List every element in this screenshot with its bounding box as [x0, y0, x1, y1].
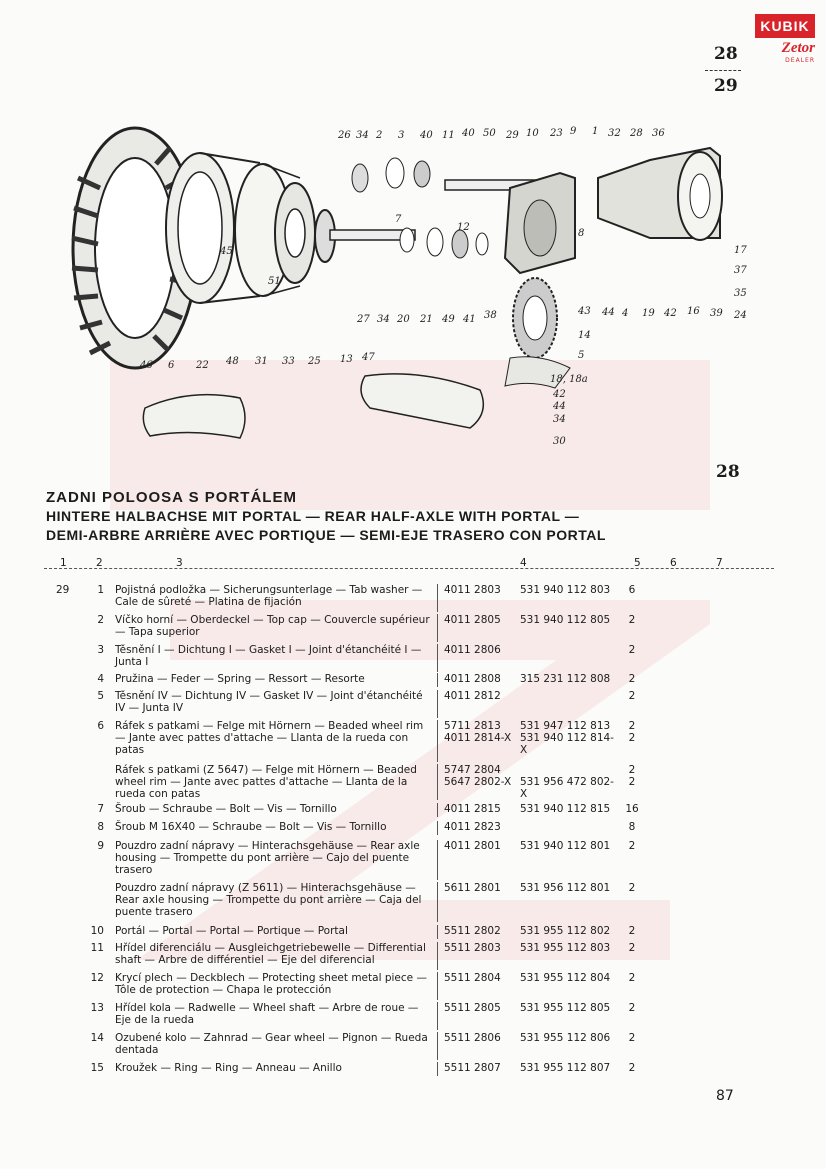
col-header-4: 4 — [520, 557, 527, 569]
svg-text:28: 28 — [630, 128, 643, 139]
row-part-number: 5511 2807 — [444, 1062, 501, 1074]
row-position: 15 — [90, 1062, 104, 1074]
svg-text:16: 16 — [687, 306, 700, 317]
row-separator-line — [437, 803, 438, 817]
row-description: Hřídel diferenciálu — Ausgleichgetriebewelle — Differential shaft — Arbre de différentiel — Eje del diferencial — [115, 942, 426, 966]
svg-text:31: 31 — [255, 356, 268, 367]
svg-text:10: 10 — [526, 128, 539, 139]
row-quantity: 2 — [628, 925, 636, 937]
svg-text:37: 37 — [734, 265, 747, 276]
row-part-number: 4011 2808 — [444, 673, 501, 685]
svg-text:25: 25 — [308, 356, 321, 367]
row-description: Pouzdro zadní nápravy (Z 5611) — Hinterachsgehäuse — Rear axle housing — Trompette du pont arrière — Caja del puente trasero — [115, 882, 422, 918]
row-description: Šroub — Schraube — Bolt — Vis — Tornillo — [115, 803, 337, 815]
row-quantity: 2 — [628, 673, 636, 685]
exploded-axle-diagram — [50, 118, 750, 458]
svg-text:51: 51 — [268, 276, 281, 287]
svg-text:38: 38 — [484, 310, 497, 321]
svg-text:8: 8 — [578, 228, 585, 239]
row-separator-line — [437, 690, 438, 718]
row-catalog-number: 531 955 112 804 — [520, 972, 611, 984]
row-quantity: 2 — [628, 882, 636, 894]
page-ref-top: 28 — [714, 44, 738, 64]
row-part-number: 5711 2813 4011 2814-X — [444, 720, 512, 744]
row-description: Krycí plech — Deckblech — Protecting sheet metal piece — Tôle de protection — Chapa le protección — [115, 972, 427, 996]
row-quantity: 2 — [628, 972, 636, 984]
section-titles — [46, 488, 606, 545]
row-quantity: 16 — [625, 803, 639, 815]
title-french-spanish: DEMI-ARBRE ARRIÈRE AVEC PORTIQUE — SEMI-EJE TRASERO CON PORTAL — [46, 527, 606, 543]
svg-text:4: 4 — [622, 308, 629, 319]
row-quantity: 2 — [628, 1032, 636, 1044]
row-part-number: 4011 2805 — [444, 614, 501, 626]
svg-text:35: 35 — [734, 288, 747, 299]
svg-text:40: 40 — [462, 128, 475, 139]
row-catalog-number: 531 955 112 805 — [520, 1002, 611, 1014]
svg-text:19: 19 — [642, 308, 655, 319]
svg-text:44: 44 — [602, 307, 615, 318]
row-separator-line — [437, 1062, 438, 1076]
row-description: Kroužek — Ring — Ring — Anneau — Anillo — [115, 1062, 342, 1074]
col-header-6: 6 — [670, 557, 677, 569]
row-description: Pojistná podložka — Sicherungsunterlage — Tab washer — Cale de sûreté — Platina de fijación — [115, 584, 423, 608]
row-separator-line — [437, 972, 438, 1000]
row-position: 2 — [97, 614, 104, 626]
svg-text:26: 26 — [338, 130, 351, 141]
row-position: 5 — [97, 690, 104, 702]
svg-text:17: 17 — [734, 245, 747, 256]
row-description: Těsnění IV — Dichtung IV — Gasket IV — Joint d'étanchéité IV — Junta IV — [115, 690, 423, 714]
svg-text:27: 27 — [357, 314, 370, 325]
col-header-7: 7 — [716, 557, 723, 569]
page-number: 87 — [716, 1088, 734, 1104]
row-catalog-number: 531 956 112 801 — [520, 882, 611, 894]
row-catalog-number: 531 955 112 807 — [520, 1062, 611, 1074]
svg-text:41: 41 — [463, 314, 476, 325]
row-part-number: 4011 2806 — [444, 644, 501, 656]
row-description: Pouzdro zadní nápravy — Hinterachsgehäuse — Rear axle housing — Trompette du pont arrière — Cajo del puente trasero — [115, 840, 420, 876]
svg-text:2: 2 — [376, 130, 383, 141]
svg-text:36: 36 — [652, 128, 665, 139]
row-separator-line — [437, 1032, 438, 1060]
row-catalog-number: 531 940 112 803 — [520, 584, 611, 596]
svg-text:32: 32 — [608, 128, 621, 139]
row-description: Portál — Portal — Portal — Portique — Portal — [115, 925, 348, 937]
row-catalog-number: 531 955 112 803 — [520, 942, 611, 954]
row-catalog-number: 531 940 112 801 — [520, 840, 611, 852]
row-part-number: 5511 2803 — [444, 942, 501, 954]
row-separator-line — [437, 720, 438, 762]
row-catalog-number: 315 231 112 808 — [520, 673, 611, 685]
row-quantity: 6 — [628, 584, 636, 596]
svg-text:11: 11 — [442, 130, 455, 141]
svg-text:49: 49 — [442, 314, 455, 325]
col-header-3: 3 — [176, 557, 183, 569]
logo-sub: DEALER — [785, 57, 815, 64]
svg-text:48: 48 — [226, 356, 239, 367]
svg-text:50: 50 — [483, 128, 496, 139]
row-part-number: 5511 2804 — [444, 972, 501, 984]
title-german-english: HINTERE HALBACHSE MIT PORTAL — REAR HALF-AXLE WITH PORTAL — — [46, 508, 580, 524]
row-separator-line — [437, 882, 438, 922]
svg-text:1: 1 — [592, 126, 599, 137]
svg-text:42: 42 — [553, 389, 566, 400]
row-separator-line — [437, 1002, 438, 1030]
row-position: 8 — [97, 821, 104, 833]
svg-text:34: 34 — [377, 314, 390, 325]
row-quantity: 2 — [628, 840, 636, 852]
row-description: Ozubené kolo — Zahnrad — Gear wheel — Pignon — Rueda dentada — [115, 1032, 428, 1056]
row-catalog-number: 531 955 112 806 — [520, 1032, 611, 1044]
row-part-number: 5511 2806 — [444, 1032, 501, 1044]
svg-text:46: 46 — [140, 360, 153, 371]
row-catalog-number: 531 955 112 802 — [520, 925, 611, 937]
svg-text:3: 3 — [398, 130, 405, 141]
row-separator-line — [437, 584, 438, 612]
row-quantity: 2 — [628, 614, 636, 626]
row-figure: 29 — [56, 584, 70, 596]
row-position: 11 — [90, 942, 104, 954]
svg-text:30: 30 — [553, 436, 566, 447]
portal-housing-drawing — [505, 148, 722, 273]
svg-text:29: 29 — [506, 130, 519, 141]
row-description: Šroub M 16X40 — Schraube — Bolt — Vis — Tornillo — [115, 821, 387, 833]
row-quantity: 2 — [628, 942, 636, 954]
col-header-2: 2 — [96, 557, 103, 569]
row-position: 3 — [97, 644, 104, 656]
svg-text:12: 12 — [457, 222, 470, 233]
row-quantity: 2 — [628, 1002, 636, 1014]
tube-drawing — [143, 374, 483, 438]
row-quantity: 2 — [628, 644, 636, 656]
row-description: Víčko horní — Oberdeckel — Top cap — Couvercle supérieur — Tapa superior — [115, 614, 430, 638]
row-part-number: 5511 2805 — [444, 1002, 501, 1014]
row-separator-line — [437, 942, 438, 970]
svg-text:22: 22 — [196, 360, 209, 371]
row-part-number: 5511 2802 — [444, 925, 501, 937]
svg-text:23: 23 — [550, 128, 563, 139]
svg-text:9: 9 — [570, 126, 577, 137]
svg-text:43: 43 — [578, 306, 591, 317]
svg-text:20: 20 — [397, 314, 410, 325]
svg-text:14: 14 — [578, 330, 591, 341]
row-description: Ráfek s patkami — Felge mit Hörnern — Beaded wheel rim — Jante avec pattes d'attache — Llanta de la rueda con patas — [115, 720, 424, 756]
svg-text:6: 6 — [168, 360, 175, 371]
svg-text:18, 18a: 18, 18a — [550, 374, 588, 385]
row-quantity: 2 2 — [628, 720, 636, 744]
row-separator-line — [437, 821, 438, 835]
row-catalog-number: 531 947 112 813 531 940 112 814-X — [520, 720, 614, 756]
header-divider — [44, 568, 774, 569]
row-separator-line — [437, 840, 438, 880]
row-separator-line — [437, 673, 438, 687]
svg-text:39: 39 — [710, 308, 723, 319]
row-position: 13 — [90, 1002, 104, 1014]
figure-number: 28 — [716, 462, 740, 482]
row-position: 6 — [97, 720, 104, 732]
row-position: 14 — [90, 1032, 104, 1044]
svg-text:21: 21 — [420, 314, 433, 325]
row-part-number: 4011 2823 — [444, 821, 501, 833]
svg-text:7: 7 — [395, 214, 402, 225]
title-czech: ZADNI POLOOSA S PORTÁLEM — [46, 489, 297, 506]
svg-text:5: 5 — [578, 350, 585, 361]
row-part-number: 4011 2812 — [444, 690, 501, 702]
logo-zetor: Zetor — [781, 40, 815, 56]
row-description: Hřídel kola — Radwelle — Wheel shaft — Arbre de roue — Eje de la rueda — [115, 1002, 419, 1026]
col-header-1: 1 — [60, 557, 67, 569]
row-quantity: 2 — [628, 690, 636, 702]
svg-text:47: 47 — [362, 352, 375, 363]
row-position: 7 — [97, 803, 104, 815]
row-description: Těsnění I — Dichtung I — Gasket I — Joint d'étanchéité I — Junta I — [115, 644, 422, 668]
row-catalog-number: 531 940 112 805 — [520, 614, 611, 626]
row-separator-line — [437, 614, 438, 642]
row-description: Ráfek s patkami (Z 5647) — Felge mit Hörnern — Beaded wheel rim — Jante avec pattes d'attache — Llanta de la rueda con patas — [115, 764, 417, 800]
row-separator-line — [437, 925, 438, 939]
row-separator-line — [437, 644, 438, 672]
svg-text:45: 45 — [220, 246, 233, 257]
svg-text:34: 34 — [356, 130, 369, 141]
svg-text:42: 42 — [664, 308, 677, 319]
kubik-zetor-logo — [755, 14, 815, 64]
svg-text:24: 24 — [734, 310, 747, 321]
row-position: 4 — [97, 673, 104, 685]
row-part-number: 4011 2801 — [444, 840, 501, 852]
svg-text:34: 34 — [553, 414, 566, 425]
row-position: 1 — [97, 584, 104, 596]
row-part-number: 4011 2803 — [444, 584, 501, 596]
row-quantity: 2 — [628, 1062, 636, 1074]
row-separator-line — [437, 764, 438, 800]
row-position: 12 — [90, 972, 104, 984]
row-description: Pružina — Feder — Spring — Ressort — Resorte — [115, 673, 365, 685]
row-catalog-number: 531 956 472 802-X — [520, 776, 614, 800]
rim-drawing — [166, 153, 315, 303]
row-part-number: 5747 2804 5647 2802-X — [444, 764, 512, 788]
row-position: 9 — [97, 840, 104, 852]
row-part-number: 5611 2801 — [444, 882, 501, 894]
page-ref-bottom: 29 — [714, 76, 738, 96]
svg-text:40: 40 — [420, 130, 433, 141]
page-ref-divider — [705, 70, 741, 72]
row-part-number: 4011 2815 — [444, 803, 501, 815]
gear-drawing — [505, 278, 570, 388]
logo-kubik: KUBIK — [755, 14, 815, 38]
row-quantity: 2 2 — [628, 764, 636, 788]
shaft-drawing — [315, 158, 535, 262]
col-header-5: 5 — [634, 557, 641, 569]
row-catalog-number: 531 940 112 815 — [520, 803, 611, 815]
row-quantity: 8 — [628, 821, 636, 833]
svg-text:13: 13 — [340, 354, 353, 365]
row-position: 10 — [90, 925, 104, 937]
svg-text:44: 44 — [553, 401, 566, 412]
svg-text:33: 33 — [282, 356, 295, 367]
